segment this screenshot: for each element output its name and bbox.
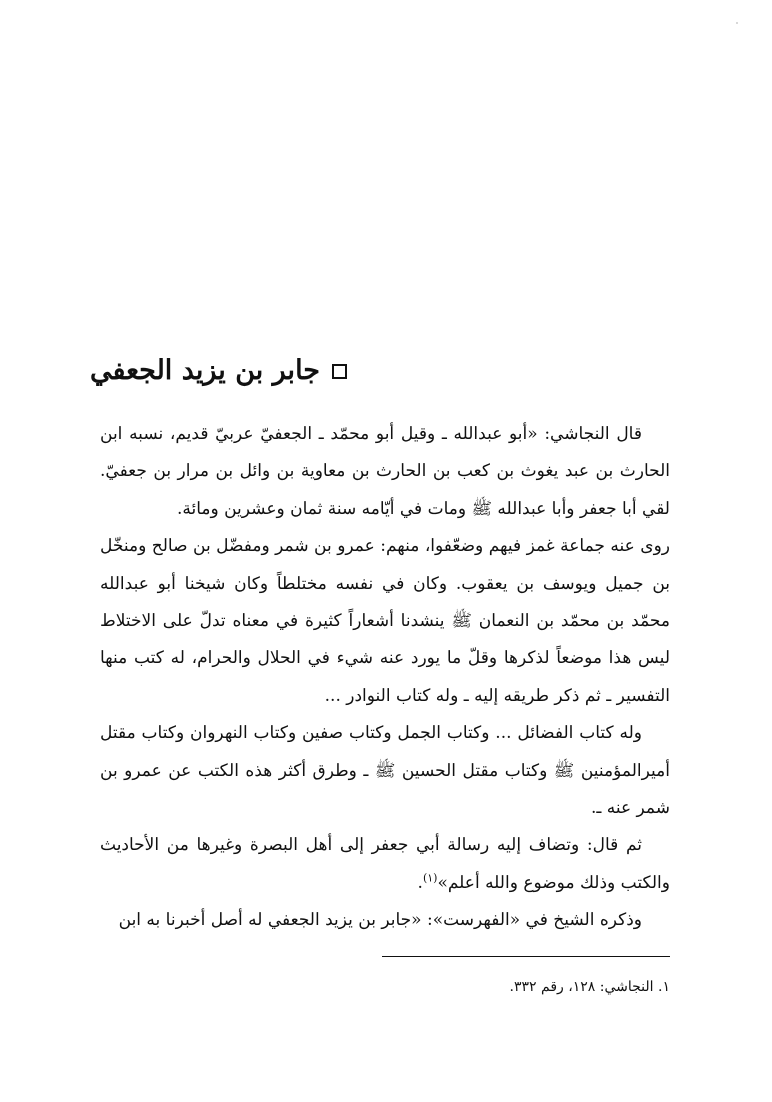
section-title: جابر بن يزيد الجعفي xyxy=(89,355,320,386)
footnote-divider xyxy=(382,956,670,957)
footnote: ١. النجاشي: ١٢٨، رقم ٣٣٢. xyxy=(509,979,670,995)
main-text xyxy=(100,416,670,940)
paragraph-1: قال النجاشي: «أبو عبدالله ـ وقيل أبو محمّد ـ الجعفيّ عربيّ قديم، نسبه ابن الحارث بن عبد يغوث بن كعب بن الحارث بن معاوية بن وائل بن مرار بن جعفيّ. لقي أبا جعفر وأبا عبدالله ﷺ ومات في أيّامه سنة ثمان وعشرين ومائة. xyxy=(100,424,670,519)
paragraph-4 xyxy=(100,827,670,902)
square-bullet-icon xyxy=(332,364,347,379)
section-heading xyxy=(90,351,347,391)
page-corner-mark xyxy=(736,22,738,24)
paragraph-2: روى عنه جماعة غمز فيهم وضعّفوا، منهم: عمرو بن شمر ومفضّل بن صالح ومنخّل بن جميل ويوسف بن يعقوب. وكان في نفسه مختلطاً وكان شيخنا أبو عبدالله محمّد بن محمّد بن النعمان ﷺ ينشدنا أشعاراً كثيرة في معناه تدلّ على الاختلاط ليس هذا موضعاً لذكرها وقلّ ما يورد عنه شيء في الحلال والحرام، له كتب منها التفسير ـ ثم ذكر طريقه إليه ـ وله كتاب النوادر ... xyxy=(100,536,670,706)
paragraph-5: وذكره الشيخ في «الفهرست»: «جابر بن يزيد الجعفي له أصل أخبرنا به ابن xyxy=(118,910,642,931)
paragraph-4-end: . xyxy=(417,872,423,893)
paragraph-3: وله كتاب الفضائل ... وكتاب الجمل وكتاب صفين وكتاب النهروان وكتاب مقتل أميرالمؤمنين ﷺ وكتاب مقتل الحسين ﷺ ـ وطرق أكثر هذه الكتب عن عمرو بن شمر عنه ـ. xyxy=(100,723,670,819)
footnote-reference: (١) xyxy=(422,871,438,885)
paragraph-4-text: ثم قال: وتضاف إليه رسالة أبي جعفر إلى أهل البصرة وغيرها من الأحاديث والكتب وذلك موضوع والله أعلم» xyxy=(100,835,670,893)
